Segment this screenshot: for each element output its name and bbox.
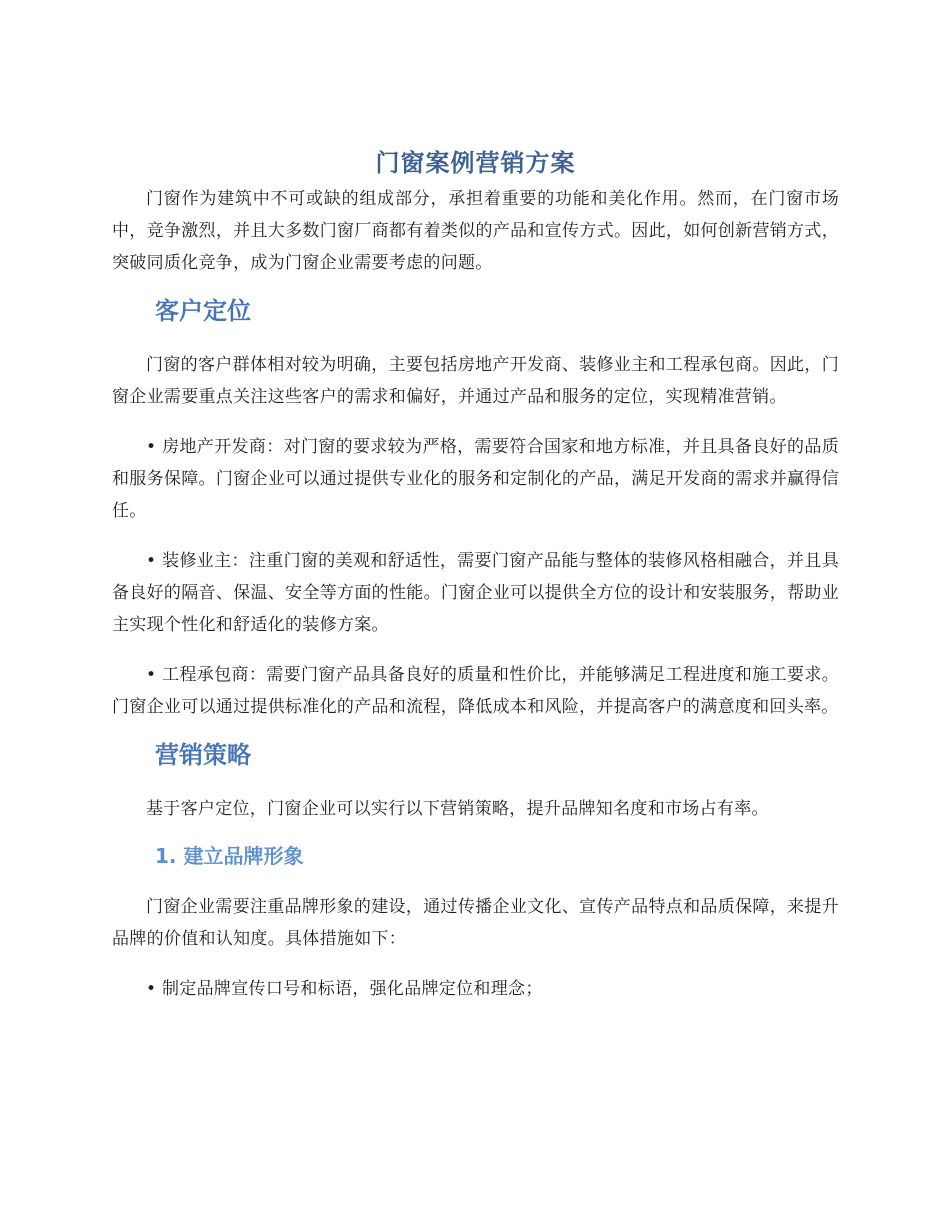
- marketing-strategy-paragraph: 基于客户定位，门窗企业可以实行以下营销策略，提升品牌知名度和市场占有率。: [146, 799, 769, 819]
- bullet-contractors: • 工程承包商：需要门窗产品具备良好的质量和性价比，并能够满足工程进度和施工要求。门窗企业可以通过提供标准化的产品和流程，降低成本和风险，并提高客户的满意度和回头率。: [112, 665, 839, 717]
- bullet-brand-slogan: • 制定品牌宣传口号和标语，强化品牌定位和理念；: [146, 979, 543, 999]
- page-title: 门窗案例营销方案: [375, 149, 576, 177]
- brand-image-paragraph: 门窗企业需要注重品牌形象的建设，通过传播企业文化、宣传产品特点和品质保障，来提升品牌的价值和认知度。具体措施如下：: [112, 897, 839, 949]
- subsection-heading-brand-image: 1. 建立品牌形象: [155, 844, 304, 868]
- customer-positioning-paragraph: 门窗的客户群体相对较为明确，主要包括房地产开发商、装修业主和工程承包商。因此，门窗企业需要重点关注这些客户的需求和偏好，并通过产品和服务的定位，实现精准营销。: [112, 355, 839, 407]
- document-body: [112, 145, 839, 1005]
- section-heading-marketing-strategy: 营销策略: [155, 741, 251, 769]
- bullet-homeowners: • 装修业主：注重门窗的美观和舒适性，需要门窗产品能与整体的装修风格相融合，并且具备良好的隔音、保温、安全等方面的性能。门窗企业可以提供全方位的设计和安装服务，帮助业主实现个性化和舒适化的装修方案。: [112, 551, 839, 635]
- intro-paragraph: 门窗作为建筑中不可或缺的组成部分，承担着重要的功能和美化作用。然而，在门窗市场中，竞争激烈，并且大多数门窗厂商都有着类似的产品和宣传方式。因此，如何创新营销方式，突破同质化竞争，成为门窗企业需要考虑的问题。: [112, 189, 839, 273]
- section-heading-customer-positioning: 客户定位: [155, 297, 251, 325]
- bullet-developers: • 房地产开发商：对门窗的要求较为严格，需要符合国家和地方标准，并且具备良好的品质和服务保障。门窗企业可以通过提供专业化的服务和定制化的产品，满足开发商的需求并赢得信任。: [112, 437, 839, 521]
